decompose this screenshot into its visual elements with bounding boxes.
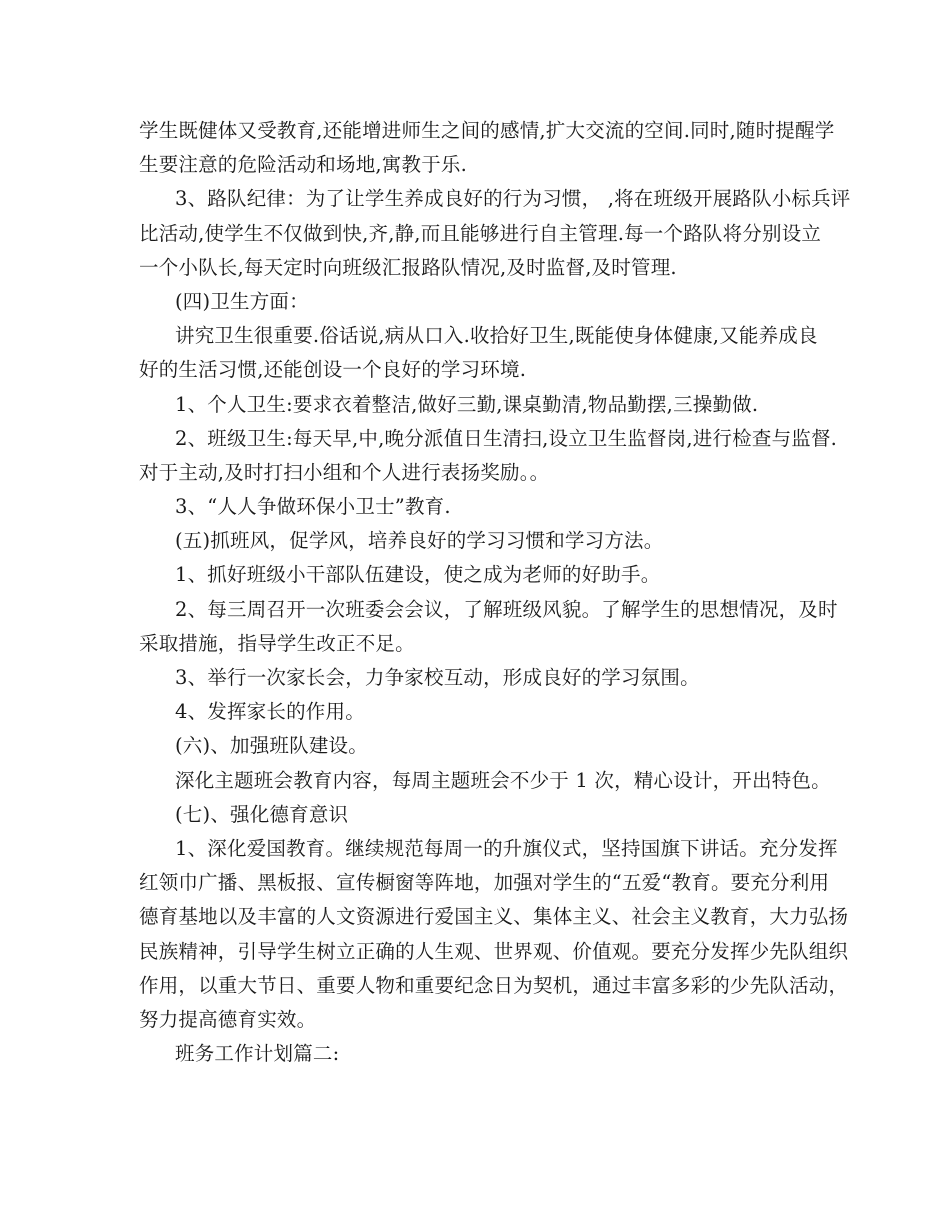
text-line: 对于主动,及时打扫小组和个人进行表扬奖励。。 [139,460,550,484]
text-line: 2、班级卫生:每天早,中,晚分派值日生清扫,设立卫生监督岗,进行检查与监督. [175,426,838,450]
text-line: 德育基地以及丰富的人文资源进行爱国主义、集体主义、社会主义教育，大力弘扬 [139,905,849,929]
text-line: 生要注意的危险活动和场地,寓教于乐. [139,153,467,177]
text-line: 好的生活习惯,还能创设一个良好的学习环境. [139,358,527,382]
text-line: (四)卫生方面： [175,289,309,313]
text-line: (七)、强化德育意识 [175,802,349,826]
text-line: 学生既健体又受教育,还能增进师生之间的感情,扩大交流的空间.同时,随时提醒学 [139,119,835,142]
text-line: (六)、加强班队建设。 [175,734,368,758]
text-line: 一个小队长,每天定时向班级汇报路队情况,及时监督,及时管理. [139,255,677,279]
text-line: 深化主题班会教育内容，每周主题班会不少于 1 次，精心设计，开出特色。 [175,768,831,792]
text-line: 民族精神，引导学生树立正确的人生观、世界观、价值观。要充分发挥少先队组织 [139,939,849,963]
text-line: 3、“人人争做环保小卫士”教育. [175,495,451,519]
text-line: 努力提高德育实效。 [139,1007,317,1031]
text-line: 作用，以重大节日、重要人物和重要纪念日为契机，通过丰富多彩的少先队活动， [139,973,849,997]
document-body [139,114,851,1071]
text-line: 4、发挥家长的作用。 [175,700,365,724]
text-line: 采取措施，指导学生改正不足。 [139,631,415,655]
text-line: 1、个人卫生:要求衣着整洁,做好三勤,课桌勤清,物品勤摆,三操勤做. [175,392,759,416]
text-line: 2、每三周召开一次班委会会议，了解班级风貌。了解学生的思想情况，及时 [175,597,838,621]
text-line: 班务工作计划篇二: [175,1042,340,1066]
text-line: 1、抓好班级小干部队伍建设，使之成为老师的好助手。 [175,563,661,587]
text-line: 比活动,使学生不仅做到快,齐,静,而且能够进行自主管理.每一个路队将分别设立 [139,221,822,245]
text-line: 3、路队纪律：为了让学生养成良好的行为习惯， ,将在班级开展路队小标兵评 [175,187,851,211]
text-line: 3、举行一次家长会，力争家校互动，形成良好的学习氛围。 [175,666,700,689]
text-line: 讲究卫生很重要.俗话说,病从口入.收拾好卫生,既能使身体健康,又能养成良 [175,324,818,348]
text-line: (五)抓班风，促学风，培养良好的学习习惯和学习方法。 [175,529,664,553]
text-line: 红领巾广播、黑板报、宣传橱窗等阵地，加强对学生的“五爱“教育。要充分利用 [139,871,830,895]
text-line: 1、深化爱国教育。继续规范每周一的升旗仪式，坚持国旗下讲话。充分发挥 [175,836,838,860]
